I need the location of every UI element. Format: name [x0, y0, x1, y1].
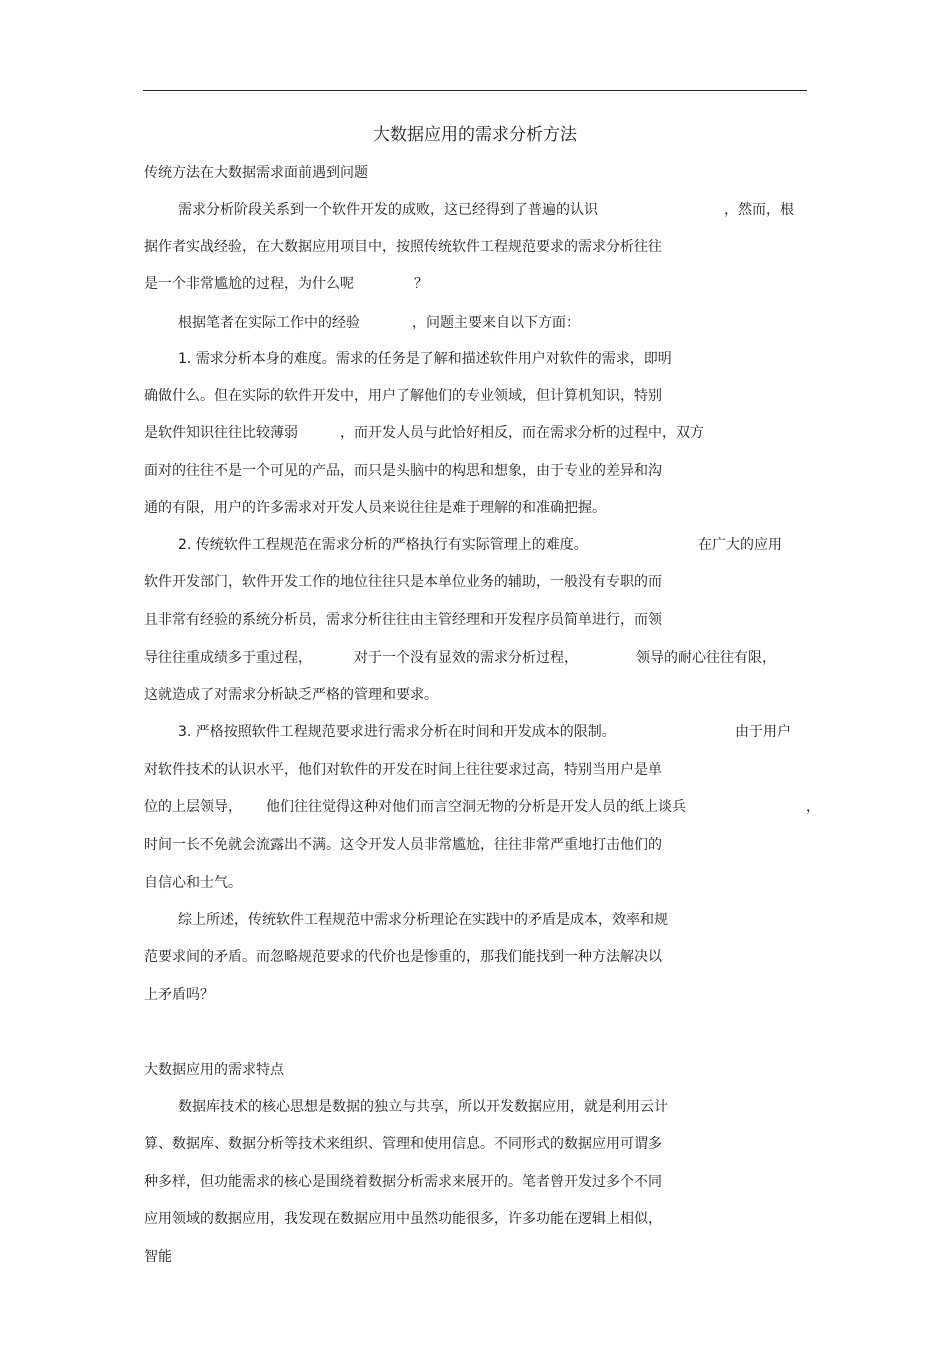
item1-line5: 通的有限，用户的许多需求对开发人员来说往往是难于理解的和准确把握。 — [144, 500, 606, 516]
header-rule — [143, 90, 807, 91]
item2-line4c: 领导的耐心往往有限， — [636, 650, 776, 666]
item3-line5: 自信心和士气。 — [144, 875, 242, 891]
footer-text: 智能 — [144, 1249, 172, 1265]
p1-line3a: 是一个非常尴尬的过程，为什么呢 — [144, 276, 354, 292]
item3-line3c: ， — [806, 799, 820, 815]
p1-line1b: ，然而，根 — [724, 202, 794, 218]
p1-line2: 据作者实战经验，在大数据应用项目中，按照传统软件工程规范要求的需求分析往往 — [144, 239, 662, 255]
item1-line3b: ，而开发人员与此恰好相反，而在需求分析的过程中，双方 — [340, 425, 704, 441]
section-heading-traditional: 传统方法在大数据需求面前遇到问题 — [144, 165, 368, 181]
item3-line3a: 位的上层领导， — [144, 799, 242, 815]
item1-line1: 1. 需求分析本身的难度。需求的任务是了解和描述软件用户对软件的需求，即明 — [178, 351, 672, 367]
item1-line4: 面对的往往不是一个可见的产品，而只是头脑中的构思和想象，由于专业的差异和沟 — [144, 463, 662, 479]
p4-line4: 应用领域的数据应用，我发现在数据应用中虽然功能很多，许多功能在逻辑上相似， — [144, 1211, 662, 1227]
item2-line2: 软件开发部门，软件开发工作的地位往往只是本单位业务的辅助，一般没有专职的而 — [144, 574, 662, 590]
item3-line3b: 他们往往觉得这种对他们而言空洞无物的分析是开发人员的纸上谈兵 — [266, 799, 686, 815]
item3-line1a: 3. 严格按照软件工程规范要求进行需求分析在时间和开发成本的限制。 — [178, 724, 616, 740]
p3-line2: 范要求间的矛盾。而忽略规范要求的代价也是惨重的，那我们能找到一种方法解决以 — [144, 949, 662, 965]
item2-line4a: 导往往重成绩多于重过程， — [144, 650, 312, 666]
item1-line3a: 是软件知识往往比较薄弱 — [144, 425, 298, 441]
p3-line3: 上矛盾吗？ — [144, 987, 214, 1003]
item3-line4: 时间一长不免就会流露出不满。这令开发人员非常尴尬，往往非常严重地打击他们的 — [144, 837, 662, 853]
item2-line1b: 在广大的应用 — [698, 537, 782, 553]
item2-line4b: 对于一个没有显效的需求分析过程， — [354, 650, 578, 666]
p2-line1b: ，问题主要来自以下方面： — [412, 315, 580, 331]
p4-line2: 算、数据库、数据分析等技术来组织、管理和使用信息。不同形式的数据应用可谓多 — [144, 1136, 662, 1152]
item3-line2: 对软件技术的认识水平，他们对软件的开发在时间上往往要求过高，特别当用户是单 — [144, 762, 662, 778]
item2-line5: 这就造成了对需求分析缺乏严格的管理和要求。 — [144, 687, 438, 703]
section-heading-features: 大数据应用的需求特点 — [144, 1062, 284, 1078]
document-title: 大数据应用的需求分析方法 — [373, 125, 577, 145]
p1-line1a: 需求分析阶段关系到一个软件开发的成败，这已经得到了普遍的认识 — [178, 202, 598, 218]
p4-line1: 数据库技术的核心思想是数据的独立与共享，所以开发数据应用，就是利用云计 — [178, 1099, 668, 1115]
item2-line3: 且非常有经验的系统分析员，需求分析往往由主管经理和开发程序员简单进行，而领 — [144, 612, 662, 628]
p3-line1: 综上所述，传统软件工程规范中需求分析理论在实践中的矛盾是成本，效率和规 — [178, 912, 668, 928]
item3-line1b: 由于用户 — [735, 724, 791, 740]
p2-line1a: 根据笔者在实际工作中的经验 — [178, 315, 360, 331]
p1-line3b: ？ — [414, 276, 428, 292]
p4-line3: 种多样，但功能需求的核心是围绕着数据分析需求来展开的。笔者曾开发过多个不同 — [144, 1174, 662, 1190]
item1-line2: 确做什么。但在实际的软件开发中，用户了解他们的专业领域，但计算机知识，特别 — [144, 388, 662, 404]
item2-line1a: 2. 传统软件工程规范在需求分析的严格执行有实际管理上的难度。 — [178, 537, 588, 553]
